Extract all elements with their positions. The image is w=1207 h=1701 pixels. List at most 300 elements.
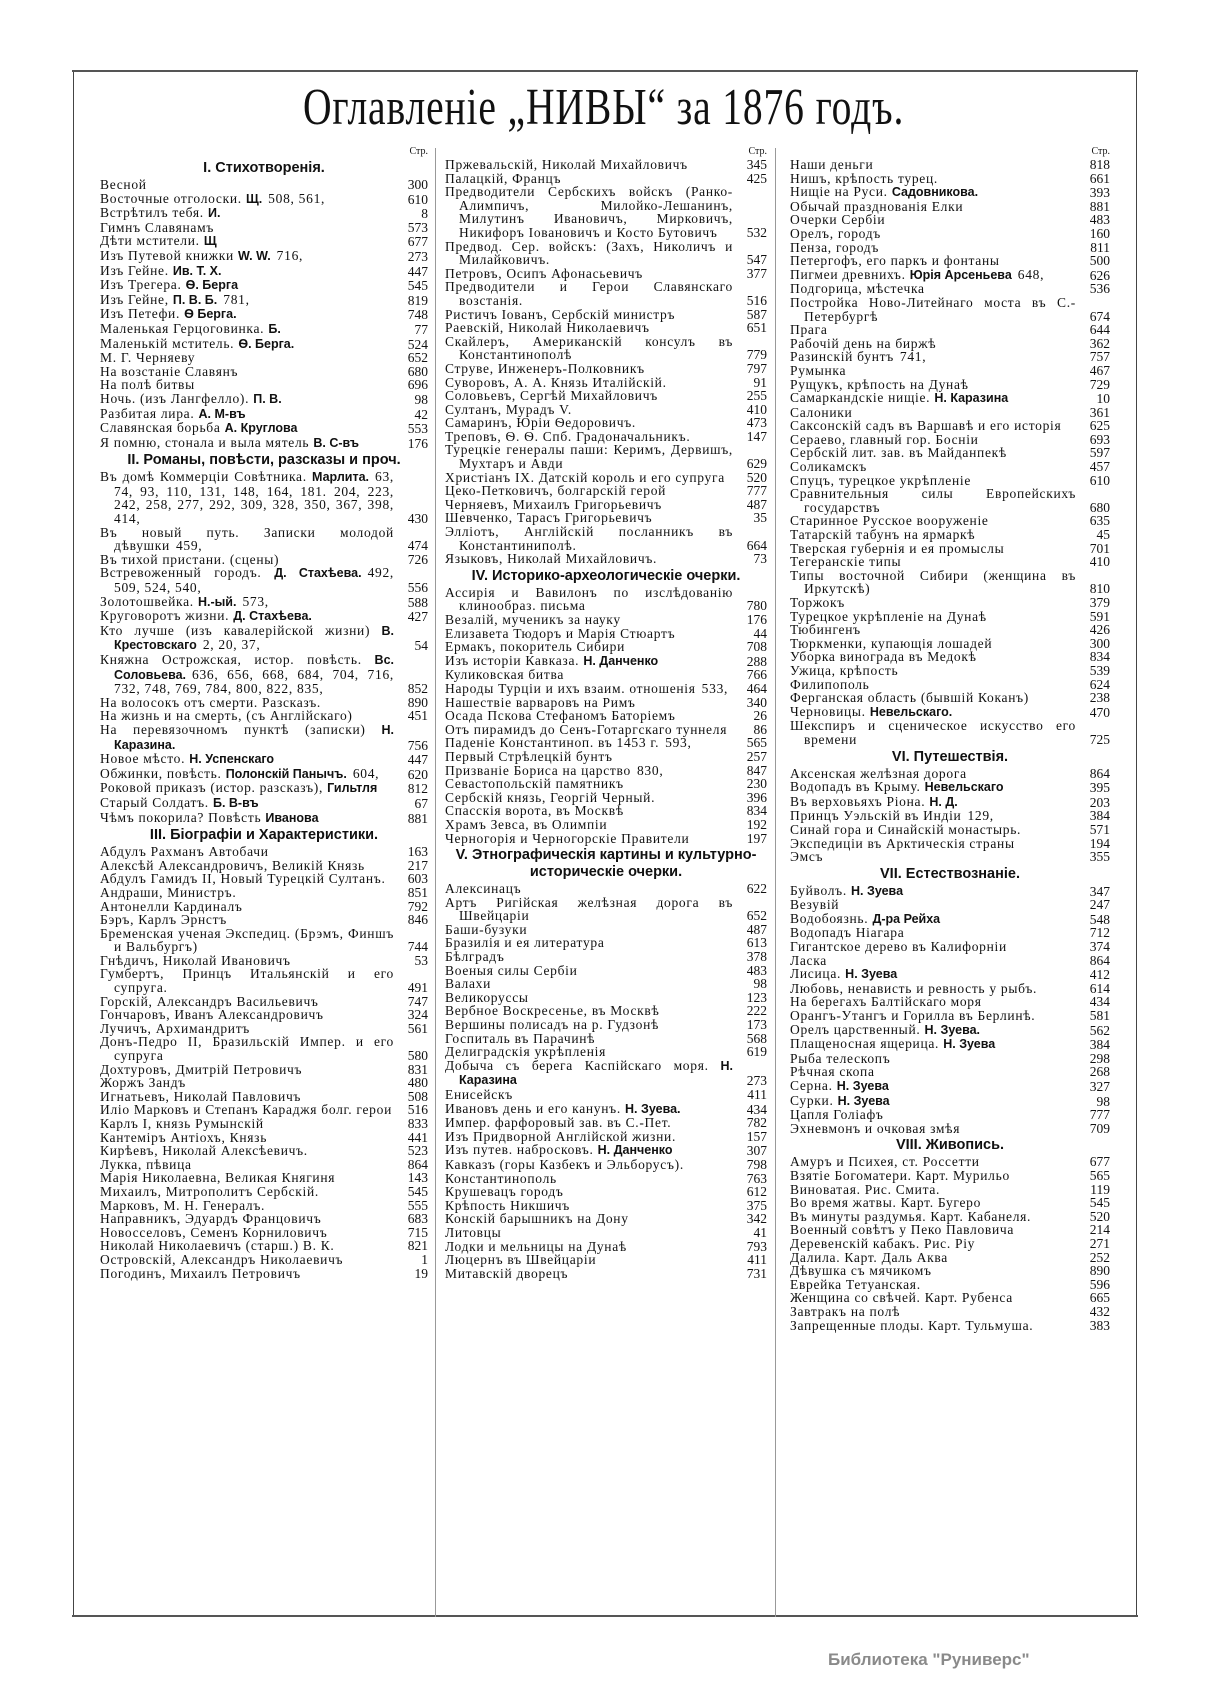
entry-title: Соловьевъ, Сергѣй Михайловичъ — [445, 388, 658, 404]
entry-extra-pages: 636, 656, 668, 684, 704, 716, 732, 748, 769, 784, 800, 822, 835, — [114, 666, 394, 697]
entry-page-number: 677 — [407, 234, 428, 250]
entry-title: Призваніе Бориса на царство — [445, 762, 631, 778]
toc-entry — [100, 206, 428, 221]
entry-text — [790, 337, 1076, 351]
entry-text — [100, 859, 394, 873]
entry-text — [445, 1088, 733, 1102]
toc-entry — [445, 668, 767, 682]
entry-title: Татарскій табунъ на ярмаркѣ — [790, 527, 976, 543]
entry-text — [100, 796, 394, 811]
toc-entry — [100, 264, 428, 279]
entry-text — [100, 421, 394, 436]
toc-entry — [790, 1305, 1110, 1319]
entry-text — [445, 1199, 733, 1213]
entry-page-number: 26 — [753, 708, 767, 724]
entry-extra-pages: 2, 20, 37, — [202, 637, 261, 653]
entry-text — [100, 1253, 394, 1267]
entry-text — [790, 982, 1076, 996]
entry-page-number: 516 — [746, 292, 767, 308]
entry-page-number: 571 — [1089, 821, 1110, 837]
entry-title: На полѣ битвы — [100, 377, 195, 393]
entry-title: Серна. — [790, 1078, 833, 1093]
entry-page-number: 818 — [1089, 157, 1110, 172]
entry-text — [100, 1158, 394, 1172]
toc-entry — [445, 403, 767, 417]
toc-entry — [445, 627, 767, 641]
entry-page-number: 342 — [746, 1211, 767, 1227]
entry-text — [445, 1185, 733, 1199]
toc-entry — [445, 936, 767, 950]
entry-text — [445, 552, 733, 566]
entry-page-number: 547 — [746, 252, 767, 268]
entry-page-number: 516 — [407, 1102, 428, 1118]
entry-page-number: 757 — [1089, 349, 1110, 365]
page-column-label: Стр. — [409, 146, 428, 157]
toc-entry — [790, 1196, 1110, 1210]
toc-entry — [445, 1199, 767, 1213]
entry-title: Языковъ, Николай Михайловичъ. — [445, 551, 658, 567]
entry-author: Д-ра Рейха — [872, 911, 941, 926]
entry-title: Тюркменки, купающія лошадей — [790, 635, 993, 651]
entry-page-number: 725 — [1089, 731, 1110, 747]
toc-entry — [790, 158, 1110, 172]
entry-text — [100, 845, 394, 859]
entry-page-number: 833 — [407, 1116, 428, 1131]
toc-entry — [100, 653, 428, 696]
entry-page-number: 852 — [407, 681, 428, 697]
entry-text — [100, 392, 394, 407]
entry-text — [445, 430, 733, 444]
entry-page-number: 545 — [407, 278, 428, 294]
entry-text — [790, 364, 1076, 378]
entry-text — [100, 264, 394, 279]
entry-title: Торжокъ — [790, 595, 845, 610]
entry-text — [100, 378, 394, 392]
entry-page-number: 470 — [1089, 704, 1110, 720]
entry-page-number: 793 — [746, 1238, 767, 1254]
entry-title: Артъ Ригійская желѣзная дорога въ Швейцаріи — [445, 894, 733, 924]
entry-page-number: 622 — [746, 881, 767, 897]
entry-text — [790, 596, 1076, 610]
toc-entry — [100, 967, 428, 994]
entry-title: Марія Николаевна, Великая Княгиня — [100, 1170, 336, 1186]
entry-page-number: 890 — [407, 694, 428, 710]
entry-title: Андраши, Министръ. — [100, 884, 237, 900]
toc-entry — [790, 1291, 1110, 1305]
entry-page-number: 163 — [407, 844, 428, 860]
entry-text — [445, 525, 733, 552]
entry-title: Въ минуты раздумья. Карт. Кабанеля. — [790, 1208, 1032, 1224]
toc-entry — [445, 709, 767, 723]
entry-page-number: 539 — [1089, 662, 1110, 678]
entry-page-number: 597 — [1089, 445, 1110, 461]
entry-title: Черняевъ, Михаилъ Григорьевичъ — [445, 496, 662, 512]
toc-entry — [790, 1183, 1110, 1197]
entry-author: Н. Зуева — [845, 967, 898, 982]
entry-text — [790, 254, 1076, 268]
entry-title: Абдулъ Рахманъ Автобачи — [100, 844, 269, 860]
entry-title: Первый Стрѣлецкій бунтъ — [445, 748, 613, 764]
toc-entry — [790, 780, 1110, 795]
entry-title: Ассирія и Вавилонъ по изслѣдованію клинообраз. письма — [445, 584, 733, 614]
entry-page-number: 748 — [407, 307, 428, 323]
entry-text — [100, 781, 394, 796]
toc-entry — [445, 804, 767, 818]
entry-page-number: 851 — [407, 884, 428, 900]
entry-text — [445, 416, 733, 430]
entry-text — [445, 764, 733, 778]
toc-entry — [445, 1088, 767, 1102]
entry-page-number: 273 — [407, 248, 428, 264]
entry-page-number: 864 — [1089, 765, 1110, 781]
entry-title: Въ верховьяхъ Ріона. — [790, 793, 926, 809]
entry-page-number: 467 — [1089, 362, 1110, 378]
entry-text — [100, 913, 394, 927]
toc-entry — [445, 1212, 767, 1226]
toc-entry — [445, 362, 767, 376]
entry-title: Разбитая лира. — [100, 405, 195, 421]
entry-title: Саксонскій садъ въ Варшавѣ и его исторія — [790, 418, 1062, 434]
entry-author: Гильтля — [327, 781, 378, 796]
section-heading: V. Этнографическія картины и культурно-историческіе очерки. — [455, 847, 757, 881]
entry-title: Лисица. — [790, 966, 842, 982]
entry-text — [100, 1022, 394, 1036]
entry-page-number: 834 — [746, 803, 767, 819]
entry-text — [790, 433, 1076, 447]
entry-page-number: 680 — [1089, 499, 1110, 515]
entry-page-number: 73 — [753, 551, 767, 567]
entry-page-number: 635 — [1089, 513, 1110, 529]
entry-author: Юрія Арсеньева — [909, 267, 1012, 282]
section-heading: VII. Естествознаніе. — [880, 865, 1020, 882]
entry-title: Княжна Острожская, истор. повѣсть. — [100, 652, 362, 667]
toc-entry — [445, 764, 767, 778]
entry-title: На берегахъ Балтійскаго моря — [790, 994, 982, 1010]
entry-title: Рущукъ, крѣпость на Дунаѣ — [790, 376, 969, 392]
entry-page-number: 44 — [753, 625, 767, 641]
entry-text — [445, 471, 733, 485]
toc-entry — [790, 296, 1110, 323]
entry-title: Дохтуровъ, Дмитрій Петровичъ — [100, 1061, 303, 1077]
entry-page-number: 614 — [1089, 980, 1110, 996]
entry-text — [100, 1171, 394, 1185]
entry-title: Игнатьевъ, Николай Павловичъ — [100, 1088, 302, 1104]
entry-page-number: 42 — [414, 406, 428, 422]
entry-author: Вс. Соловьева. — [114, 653, 394, 682]
entry-extra-pages: 604, — [352, 765, 380, 781]
toc-entry — [100, 337, 428, 352]
entry-title: Постройка Ново-Литейнаго моста въ С.-Петербургѣ — [790, 294, 1076, 324]
toc-entry — [790, 514, 1110, 528]
entry-page-number: 834 — [1089, 649, 1110, 665]
entry-title: Везувій — [790, 897, 840, 913]
entry-page-number: 500 — [1089, 253, 1110, 269]
entry-title: Енисейскъ — [445, 1087, 513, 1102]
entry-text — [100, 595, 394, 610]
toc-entry — [100, 1090, 428, 1104]
entry-title: Обжинки, повѣсть. — [100, 765, 222, 781]
entry-author: Н. Зуева — [837, 1093, 890, 1108]
entry-page-number: 864 — [1089, 952, 1110, 968]
entry-text — [790, 514, 1076, 528]
entry-text — [790, 542, 1076, 556]
entry-page-number: 45 — [1096, 527, 1110, 543]
entry-title: Наши деньги — [790, 157, 874, 172]
entry-text — [790, 1155, 1076, 1169]
entry-title: Люцернъ въ Швейцаріи — [445, 1252, 597, 1268]
entry-author: Н. Зуева. — [625, 1101, 681, 1116]
toc-entry — [100, 1063, 428, 1077]
entry-page-number: 77 — [414, 321, 428, 337]
entry-text — [790, 1037, 1076, 1052]
entry-page-number: 53 — [414, 952, 428, 968]
entry-text — [100, 609, 394, 624]
entry-page-number: 377 — [746, 265, 767, 281]
entry-text — [445, 1032, 733, 1046]
toc-entry — [445, 896, 767, 923]
entry-page-number: 487 — [746, 496, 767, 512]
entry-page-number: 98 — [414, 391, 428, 407]
entry-text — [445, 736, 733, 750]
entry-title: Кантеміръ Антіохъ, Князь — [100, 1129, 268, 1145]
entry-page-number: 766 — [746, 667, 767, 683]
toc-entry — [790, 569, 1110, 596]
entry-text — [790, 637, 1076, 651]
toc-entry — [100, 178, 428, 192]
entry-title: Обычай празднованія Елки — [790, 198, 964, 214]
entry-page-number: 464 — [746, 680, 767, 696]
entry-text — [445, 777, 733, 791]
entry-title: Новое мѣсто. — [100, 751, 186, 767]
toc-entry — [790, 926, 1110, 940]
entry-title: Любовь, ненависть и ревность у рыбъ. — [790, 980, 1038, 996]
entry-author: Марлита. — [312, 470, 370, 485]
entry-text — [790, 1264, 1076, 1278]
entry-author: Ѳ. Берга — [185, 278, 239, 293]
entry-text — [445, 882, 733, 896]
entry-page-number: 362 — [1089, 335, 1110, 351]
entry-title: Раевскій, Николай Николаевичъ — [445, 320, 650, 336]
entry-text — [445, 335, 733, 362]
toc-entry — [790, 460, 1110, 474]
entry-title: Водобоязнь. — [790, 910, 869, 926]
entry-text — [445, 991, 733, 1005]
entry-page-number: 86 — [753, 721, 767, 737]
entry-text — [100, 1131, 394, 1145]
toc-entry — [790, 350, 1110, 364]
entry-title: Гончаровъ, Иванъ Александровичъ — [100, 1007, 324, 1023]
entry-title: Во время жатвы. Карт. Бугеро — [790, 1195, 982, 1211]
entry-text — [100, 192, 394, 207]
entry-text — [790, 780, 1076, 795]
toc-entry — [445, 654, 767, 669]
entry-text — [445, 484, 733, 498]
entry-page-number: 214 — [1089, 1222, 1110, 1238]
toc-entry — [790, 364, 1110, 378]
entry-text — [445, 1130, 733, 1144]
entry-title: На возстаніе Славянъ — [100, 363, 239, 379]
entry-page-number: 147 — [746, 428, 767, 444]
entry-title: Отъ пирамидъ до Сенъ-Готаргскаго туннеля — [445, 721, 728, 737]
toc-entry — [790, 1223, 1110, 1237]
entry-text — [790, 650, 1076, 664]
entry-extra-pages: 781, — [223, 291, 250, 307]
toc-entry — [100, 595, 428, 610]
section-heading: VIII. Живопись. — [895, 1137, 1005, 1154]
toc-entry — [445, 308, 767, 322]
entry-title: Маленькая Герцоговинка. — [100, 320, 265, 336]
toc-entry — [790, 912, 1110, 927]
toc-entry — [100, 872, 428, 886]
entry-title: Лукка, пѣвица — [100, 1156, 192, 1172]
toc-entry — [790, 1094, 1110, 1109]
entry-text — [790, 795, 1076, 810]
entry-page-number: 194 — [1089, 835, 1110, 851]
entry-page-number: 483 — [746, 962, 767, 978]
entry-title: Военыя силы Сербіи — [445, 962, 578, 978]
toc-entry — [445, 723, 767, 737]
toc-entry — [445, 882, 767, 896]
toc-entry — [445, 1004, 767, 1018]
toc-entry — [445, 1185, 767, 1199]
entry-text — [100, 1267, 394, 1281]
entry-page-number: 411 — [747, 1252, 767, 1268]
entry-text — [445, 1116, 733, 1130]
entry-page-number: 664 — [746, 537, 767, 553]
entry-text — [445, 389, 733, 403]
entry-text — [790, 296, 1076, 323]
toc-entry — [100, 1267, 428, 1281]
entry-text — [790, 419, 1076, 433]
entry-text — [100, 1090, 394, 1104]
entry-title: Петровъ, Осипъ Афонасьевичъ — [445, 265, 643, 281]
entry-title: Синай гора и Синайскій монастырь. — [790, 821, 1022, 837]
entry-title: Въ новый путь. Записки молодой дѣвушки — [100, 524, 394, 554]
entry-author: П. В. — [253, 391, 282, 406]
entry-text — [790, 705, 1076, 720]
entry-text — [445, 185, 733, 239]
entry-page-number: 54 — [414, 638, 428, 654]
entry-title: Карлъ I, князь Румынскій — [100, 1116, 264, 1131]
entry-title: Прага — [790, 322, 828, 338]
toc-entry — [100, 1212, 428, 1226]
entry-text — [790, 460, 1076, 474]
entry-page-number: 652 — [746, 908, 767, 924]
entry-page-number: 247 — [1089, 897, 1110, 913]
entry-text — [445, 1253, 733, 1267]
toc-entry — [790, 967, 1110, 982]
entry-text — [445, 403, 733, 417]
entry-page-number: 384 — [1089, 808, 1110, 824]
entry-text — [100, 337, 394, 352]
toc-entry — [445, 791, 767, 805]
toc-entry — [790, 1122, 1110, 1136]
toc-entry — [100, 307, 428, 322]
entry-title: Иліо Марковъ и Степанъ Караджя болг. герои — [100, 1102, 392, 1118]
toc-entry — [100, 436, 428, 451]
toc-entry — [790, 637, 1110, 651]
page-column-label: Стр. — [748, 146, 767, 157]
toc-entry — [790, 809, 1110, 823]
entry-text — [100, 178, 394, 192]
entry-title: Валахи — [445, 976, 492, 992]
toc-entry — [790, 282, 1110, 296]
entry-page-number: 798 — [746, 1156, 767, 1172]
entry-text — [790, 227, 1076, 241]
entry-author: А. М-въ — [198, 406, 246, 421]
entry-title: Делиградскія укрѣпленія — [445, 1044, 606, 1060]
toc-entry — [100, 1239, 428, 1253]
entry-title: Амуръ и Психея, ст. Россетти — [790, 1154, 980, 1170]
entry-text — [445, 613, 733, 627]
entry-title: Дѣти мстители. — [100, 233, 200, 249]
entry-page-number: 568 — [746, 1030, 767, 1046]
column-divider — [775, 148, 776, 1617]
entry-text — [445, 896, 733, 923]
toc-entry — [445, 185, 767, 239]
entry-extra-pages: 459, — [175, 538, 203, 554]
column-divider — [435, 148, 436, 1617]
entry-page-number: 565 — [1089, 1167, 1110, 1183]
entry-title: Бразилія и ея литература — [445, 935, 605, 951]
entry-author: В. С-въ — [313, 435, 360, 450]
entry-title: Ночь. (изъ Лангфелло). — [100, 390, 250, 406]
entry-title: Славянская борьба — [100, 420, 221, 436]
entry-text — [790, 200, 1076, 214]
toc-entry — [790, 1023, 1110, 1038]
toc-entry — [445, 267, 767, 281]
toc-entry — [790, 650, 1110, 664]
entry-title: Вершины полисадъ на р. Гудзонѣ — [445, 1017, 660, 1033]
entry-title: Донъ-Педро II, Бразильскій Импер. и его супруга — [100, 1034, 394, 1064]
entry-text — [445, 362, 733, 376]
entry-extra-pages: 593, — [665, 735, 692, 751]
toc-entry — [790, 378, 1110, 392]
entry-text — [790, 995, 1076, 1009]
entry-page-number: 411 — [747, 1087, 767, 1102]
entry-page-number: 447 — [407, 263, 428, 279]
entry-page-number: 573 — [407, 219, 428, 235]
entry-page-number: 483 — [1089, 212, 1110, 228]
entry-author: Н. Зуева — [851, 883, 904, 898]
entry-text — [100, 407, 394, 422]
entry-page-number: 562 — [1089, 1022, 1110, 1038]
toc-entry — [790, 1264, 1110, 1278]
entry-page-number: 763 — [746, 1170, 767, 1186]
entry-title: Принцъ Уэльскій въ Индіи — [790, 808, 962, 824]
toc-entry — [790, 823, 1110, 837]
entry-title: Сербскій лит. зав. въ Майданпекѣ — [790, 445, 1007, 461]
entry-text — [445, 1102, 733, 1117]
entry-title: Румынка — [790, 362, 847, 378]
entry-title: На перевязочномъ пунктѣ (записки) — [100, 721, 366, 737]
entry-text — [445, 668, 733, 682]
entry-text — [445, 586, 733, 613]
entry-page-number: 378 — [746, 949, 767, 965]
entry-page-number: 238 — [1089, 690, 1110, 706]
entry-text — [445, 950, 733, 964]
entry-text — [790, 884, 1076, 899]
entry-author: Щ — [203, 234, 217, 249]
entry-text — [445, 376, 733, 390]
entry-title: Спуцъ, турецкое укрѣпленіе — [790, 472, 972, 488]
entry-text — [445, 923, 733, 937]
entry-title: Добыча съ берега Каспійскаго моря. — [445, 1057, 709, 1073]
entry-page-number: 520 — [746, 469, 767, 485]
entry-title: Пржевальскій, Николай Михайловичъ — [445, 157, 688, 172]
entry-page-number: 612 — [746, 1184, 767, 1200]
entry-title: Бременская ученая Экспедиц. (Брэмъ, Финшъ и Вальбургъ) — [100, 925, 394, 955]
